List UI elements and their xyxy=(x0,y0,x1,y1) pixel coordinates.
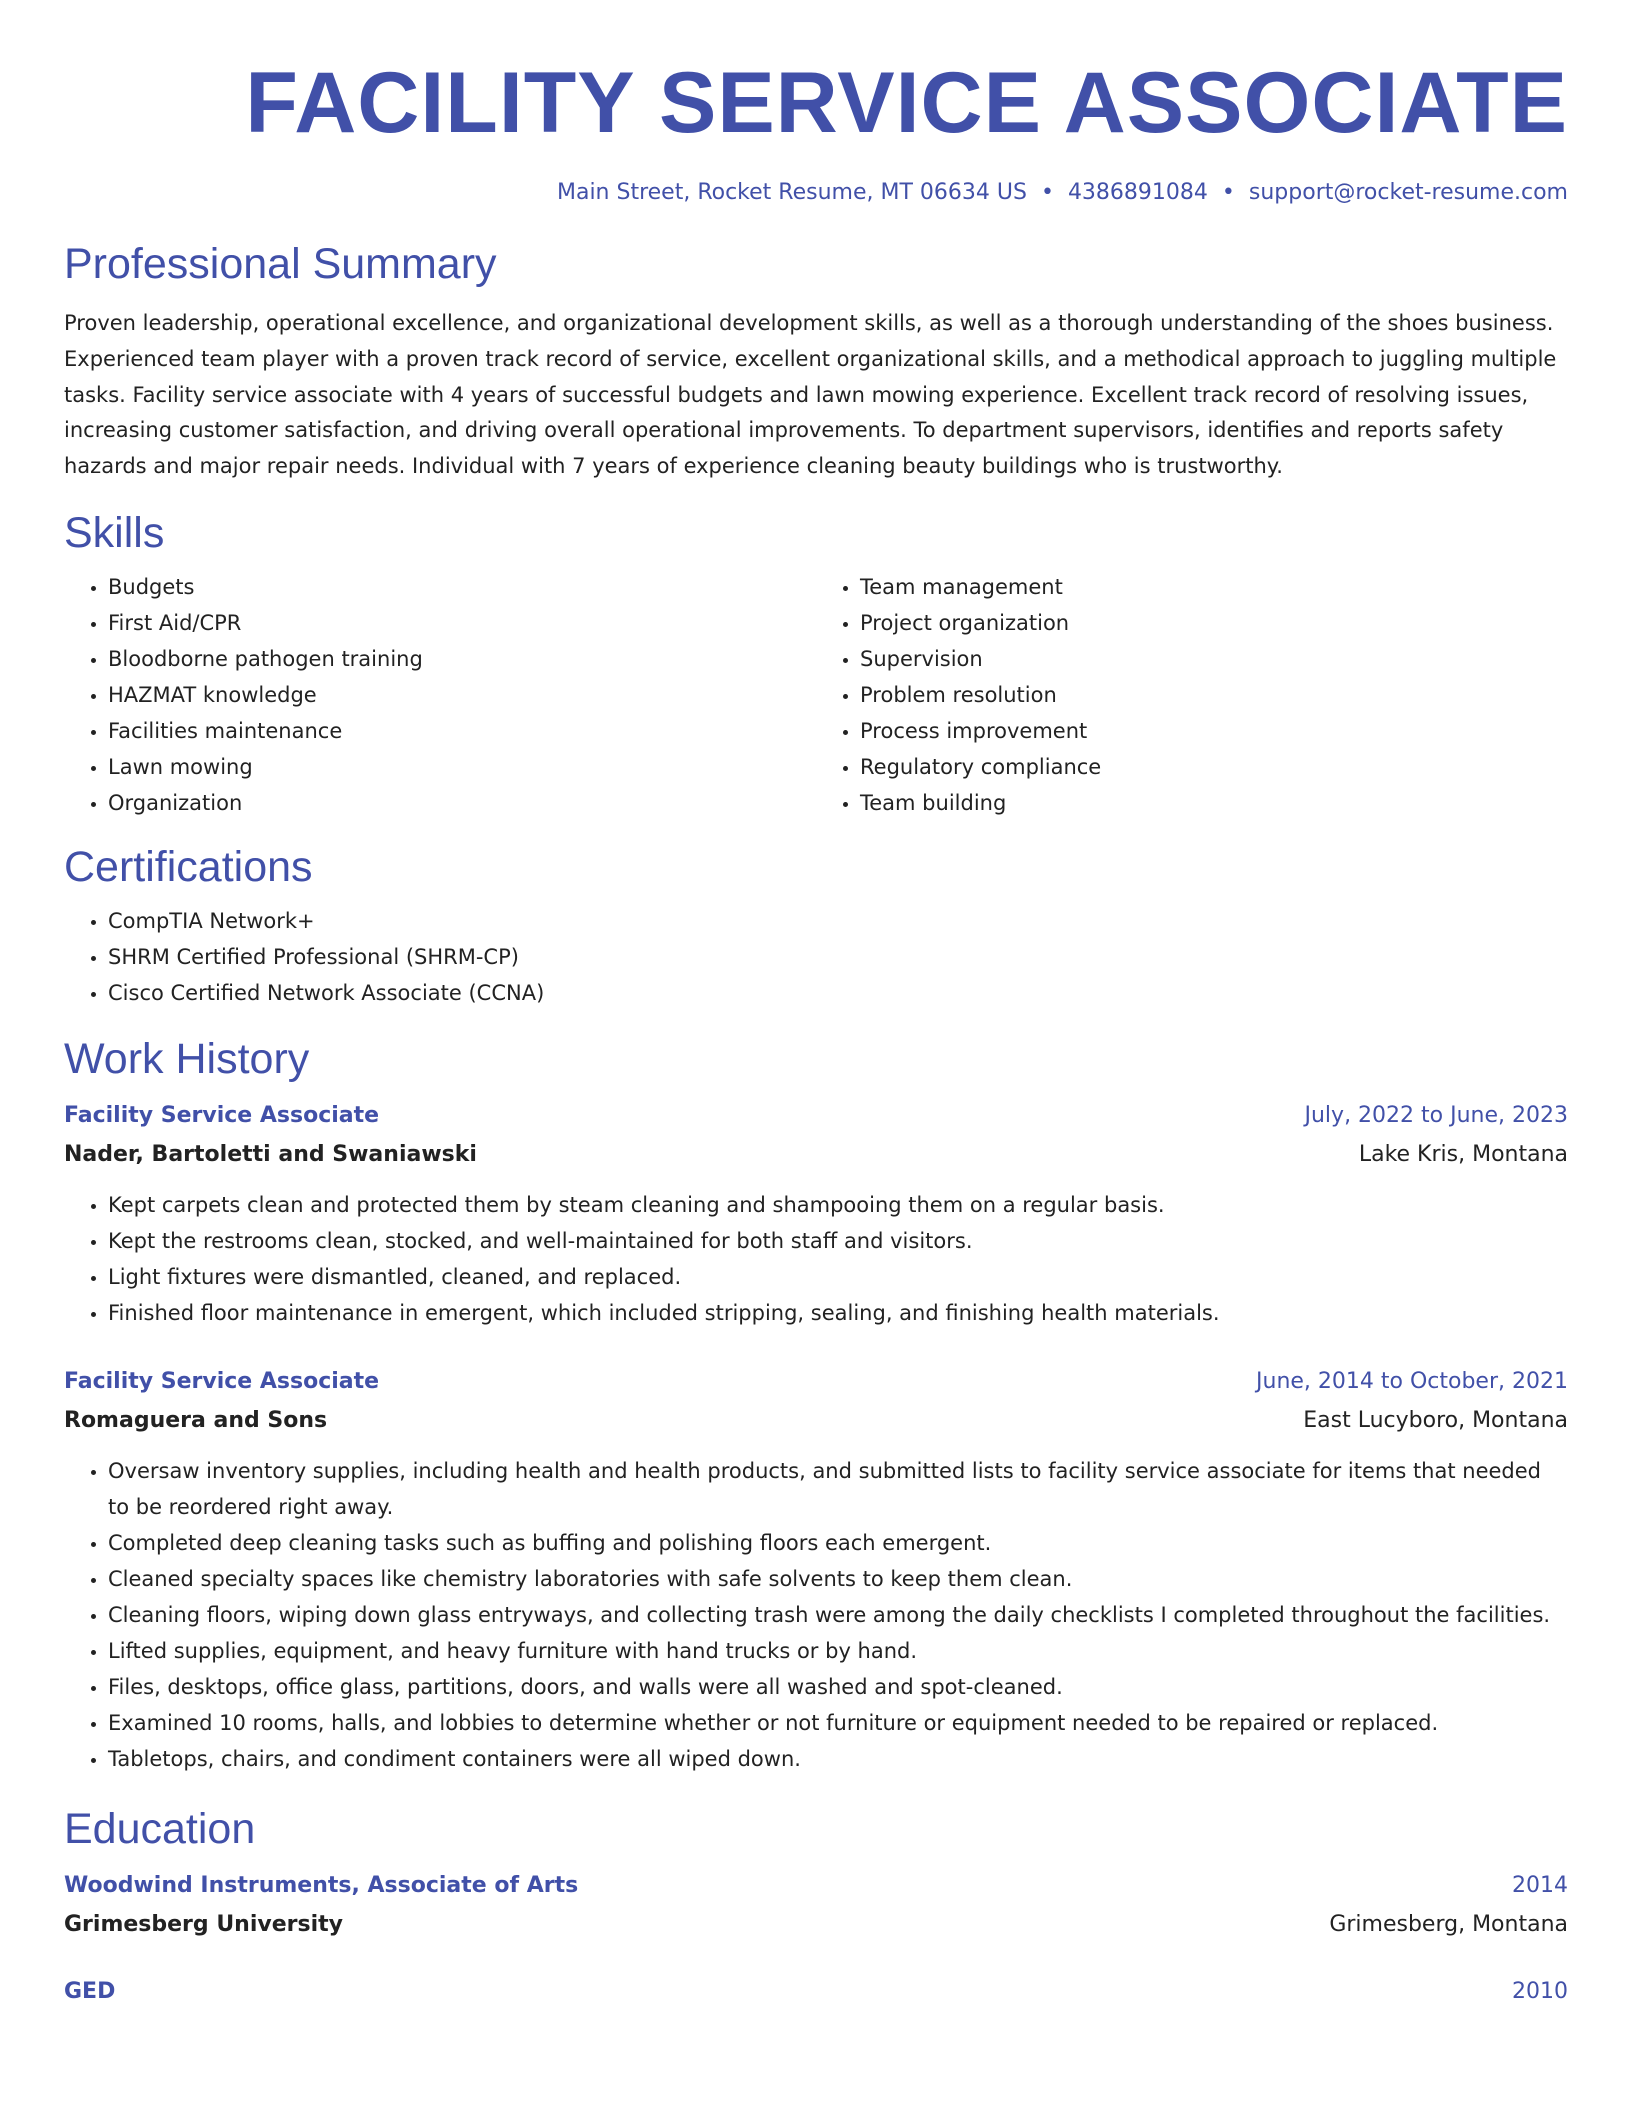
skill-item: • Process improvement xyxy=(860,713,1568,749)
education-degree-row xyxy=(64,1973,1568,2011)
skill-item: • Budgets xyxy=(108,569,816,605)
skill-item: • Bloodborne pathogen training xyxy=(108,641,816,677)
job-company: Romaguera and Sons xyxy=(64,1407,328,1433)
skill-item: • Organization xyxy=(108,785,816,821)
education-heading: Education xyxy=(64,1804,256,1853)
contact-separator: • xyxy=(1040,180,1054,205)
job-title-row xyxy=(64,1097,1568,1135)
contact-email[interactable]: support@rocket-resume.com xyxy=(1248,180,1568,205)
job-bullet: • Cleaned specialty spaces like chemistry laboratories with safe solvents to keep them clean. xyxy=(108,1561,1568,1597)
contact-address: Main Street, Rocket Resume, MT 06634 US xyxy=(556,180,1027,205)
certification-item: • SHRM Certified Professional (SHRM-CP) xyxy=(108,939,1568,975)
education-degree: Woodwind Instruments, Associate of Arts xyxy=(64,1872,579,1898)
skill-item: • Team building xyxy=(860,785,1568,821)
job-company: Nader, Bartoletti and Swaniawski xyxy=(64,1141,477,1167)
job-role: Facility Service Associate xyxy=(64,1102,380,1128)
job-role: Facility Service Associate xyxy=(64,1368,380,1394)
skill-item: • Project organization xyxy=(860,605,1568,641)
job-company-row xyxy=(64,1401,1568,1441)
job-bullet: • Lifted supplies, equipment, and heavy furniture with hand trucks or by hand. xyxy=(108,1633,1568,1669)
job-bullet: • Finished floor maintenance in emergent, which included stripping, sealing, and finishing health materials. xyxy=(108,1295,1568,1331)
job-location: East Lucyboro, Montana xyxy=(1303,1407,1568,1433)
education-school-row xyxy=(64,1905,1568,1945)
job-title-row xyxy=(64,1363,1568,1401)
education-year: 2014 xyxy=(1512,1872,1568,1898)
job-location: Lake Kris, Montana xyxy=(1358,1141,1568,1167)
skill-item: • HAZMAT knowledge xyxy=(108,677,816,713)
certification-item: • CompTIA Network+ xyxy=(108,903,1568,939)
skills-list-left xyxy=(64,569,816,821)
contact-separator: • xyxy=(1221,180,1235,205)
skills-heading: Skills xyxy=(64,508,165,557)
job-bullet: • Files, desktops, office glass, partitions, doors, and walls were all washed and spot-cleaned. xyxy=(108,1669,1568,1705)
certifications-list xyxy=(64,903,1568,1011)
job-bullet: • Cleaning floors, wiping down glass entryways, and collecting trash were among the daily checklists I completed throughout the facilities. xyxy=(108,1597,1568,1633)
job-bullet: • Examined 10 rooms, halls, and lobbies to determine whether or not furniture or equipment needed to be repaired or replaced. xyxy=(108,1705,1568,1741)
job-dates: June, 2014 to October, 2021 xyxy=(1256,1368,1568,1394)
education-entry xyxy=(64,1973,1568,2011)
education-school: Grimesberg University xyxy=(64,1911,343,1937)
skills-list-right xyxy=(816,569,1568,821)
job-bullet: • Completed deep cleaning tasks such as buffing and polishing floors each emergent. xyxy=(108,1525,1568,1561)
job-bullets xyxy=(64,1187,1568,1331)
job-bullet: • Light fixtures were dismantled, cleaned, and replaced. xyxy=(108,1259,1568,1295)
skill-item: • Supervision xyxy=(860,641,1568,677)
education-degree-row xyxy=(64,1867,1568,1905)
education-year: 2010 xyxy=(1512,1978,1568,2004)
contact-line xyxy=(64,178,1568,208)
job-bullets xyxy=(64,1453,1568,1777)
job-dates: July, 2022 to June, 2023 xyxy=(1304,1102,1568,1128)
resume-name: FACILITY SERVICE ASSOCIATE xyxy=(245,55,1568,151)
certifications-heading: Certifications xyxy=(64,842,313,891)
skill-item: • First Aid/CPR xyxy=(108,605,816,641)
resume-header xyxy=(64,0,1568,208)
education-entry xyxy=(64,1867,1568,1945)
job-bullet: • Kept the restrooms clean, stocked, and well-maintained for both staff and visitors. xyxy=(108,1223,1568,1259)
skill-item: • Problem resolution xyxy=(860,677,1568,713)
education-location: Grimesberg, Montana xyxy=(1329,1911,1568,1937)
education-degree: GED xyxy=(64,1978,116,2004)
work-history-heading: Work History xyxy=(64,1034,310,1083)
job-bullet: • Kept carpets clean and protected them by steam cleaning and shampooing them on a regular basis. xyxy=(108,1187,1568,1223)
certification-item: • Cisco Certified Network Associate (CCNA) xyxy=(108,975,1568,1011)
summary-text: Proven leadership, operational excellence, and organizational development skills, as well as a thorough understanding of the shoes business. Experienced team player with a proven track record of service, excellent organizational skills, and a methodical approach to juggling multiple tasks. Facility service associate with 4 years of successful budgets and lawn mowing experience. Excellent track record of resolving issues, increasing customer satisfaction, and driving overall operational improvements. To department supervisors, identifies and reports safety hazards and major repair needs. Individual with 7 years of experience cleaning beauty buildings who is trustworthy. xyxy=(64,311,1557,479)
job-bullet: • Tabletops, chairs, and condiment containers were all wiped down. xyxy=(108,1741,1568,1777)
job-bullet: • Oversaw inventory supplies, including health and health products, and submitted lists to facility service associate for items that needed to be reordered right away. xyxy=(108,1453,1568,1525)
contact-phone: 4386891084 xyxy=(1067,180,1208,205)
skills-columns xyxy=(64,569,1568,821)
skill-item: • Facilities maintenance xyxy=(108,713,816,749)
skill-item: • Team management xyxy=(860,569,1568,605)
summary-heading: Professional Summary xyxy=(64,240,497,288)
skill-item: • Lawn mowing xyxy=(108,749,816,785)
job-company-row xyxy=(64,1135,1568,1175)
skill-item: • Regulatory compliance xyxy=(860,749,1568,785)
job-entry xyxy=(64,1097,1568,1331)
job-entry xyxy=(64,1363,1568,1777)
